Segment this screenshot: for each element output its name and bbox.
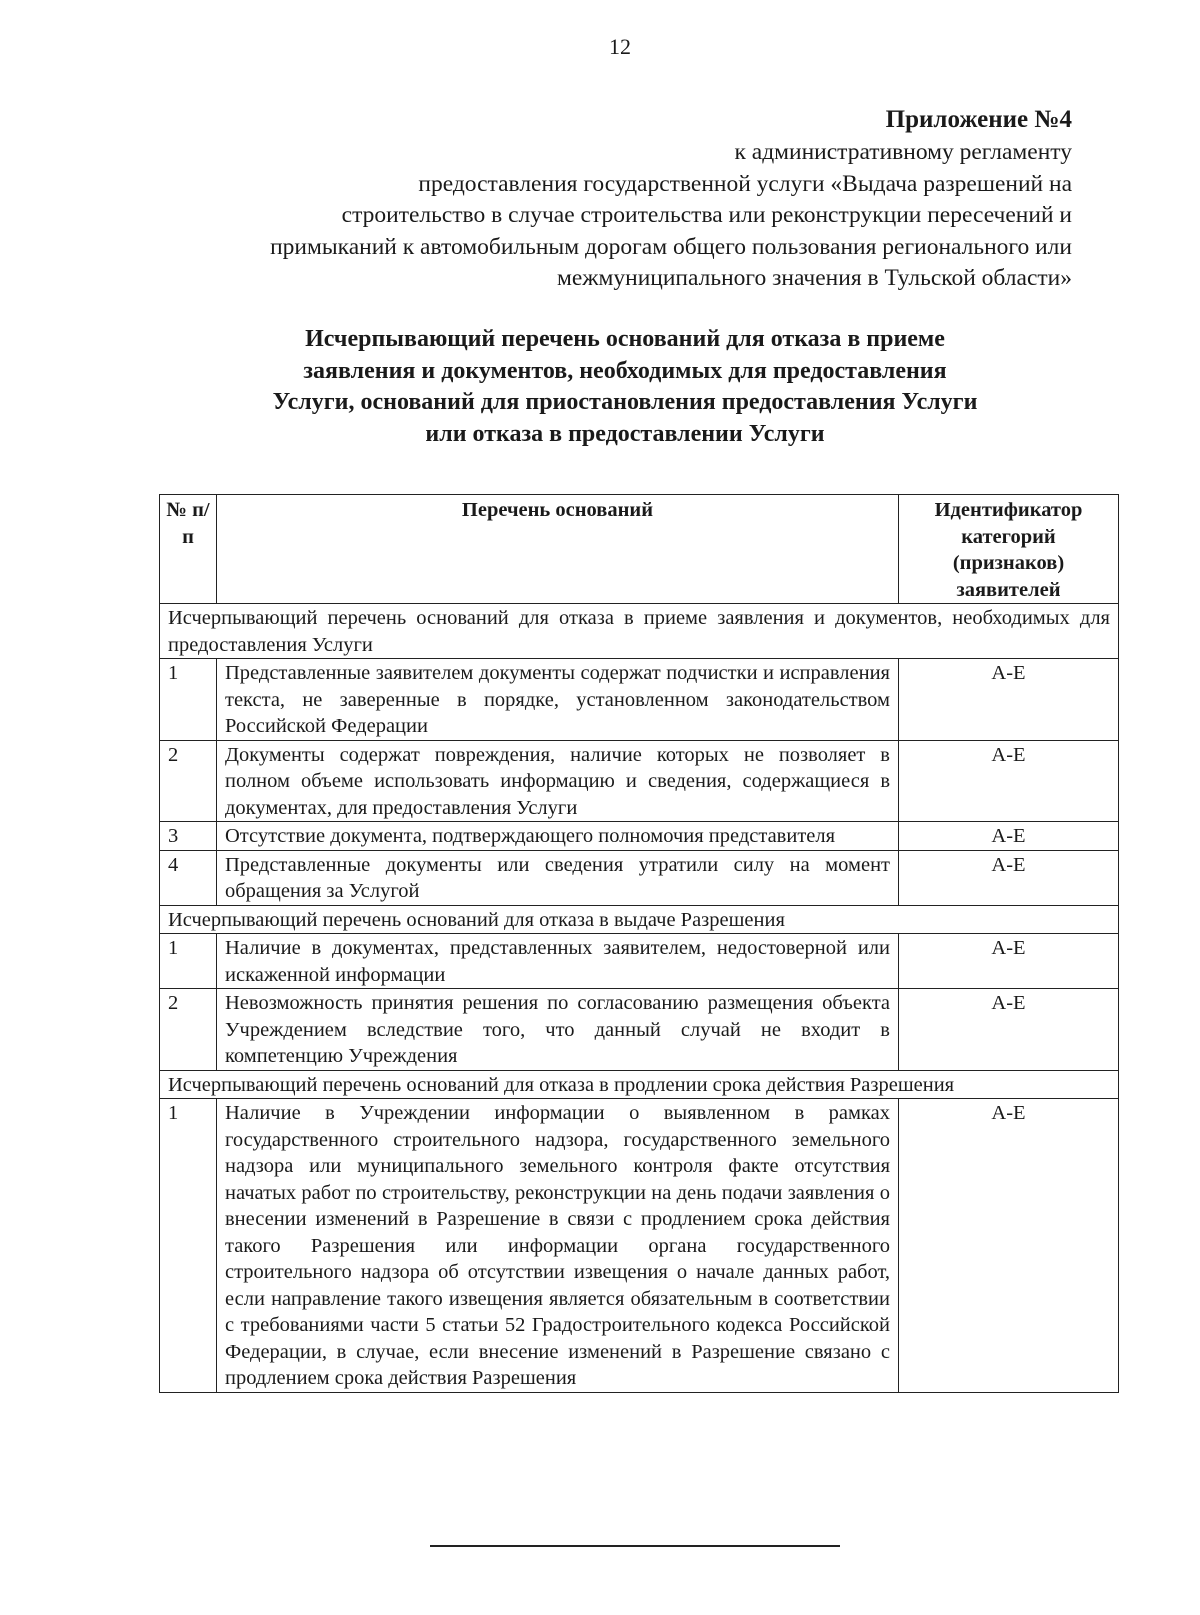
section-title: Исчерпывающий перечень оснований для отказа в продлении срока действия Разрешения	[160, 1070, 1119, 1099]
row-num: 3	[160, 822, 217, 851]
appendix-title: Приложение №4	[885, 106, 1072, 133]
bottom-divider	[430, 1545, 840, 1547]
appendix-line: строительство в случае строительства или реконструкции пересечений и	[341, 202, 1072, 229]
heading-line: Услуги, оснований для приостановления предоставления Услуги	[272, 389, 978, 415]
appendix-line: примыканий к автомобильным дорогам общего пользования регионального или	[270, 233, 1072, 260]
row-text: Наличие в Учреждении информации о выявленном в рамках государственного строительного надзора, государственного земельного надзора или муниципального земельного контроля факте отсутствия начатых работ по строительству, реконструкции на день подачи заявления о внесении изменений в Разрешение в связи с продлением срока действия такого Разрешения или информации органа государственного строительного надзора об отсутствии извещения о начале данных работ, если направление такого извещения является обязательным в соответствии с требованиями части 5 статьи 52 Градостроительного кодекса Российской Федерации, в случае, если внесение изменений в Разрешение связано с продлением срока действия Разрешения	[217, 1099, 899, 1393]
table-row	[160, 850, 1119, 905]
row-num: 4	[160, 850, 217, 905]
row-category: А-Е	[899, 822, 1119, 851]
row-category: А-Е	[899, 659, 1119, 741]
table-row	[160, 659, 1119, 741]
row-num: 2	[160, 740, 217, 822]
table-row	[160, 989, 1119, 1071]
row-text: Невозможность принятия решения по согласованию размещения объекта Учреждением вследствие того, что данный случай не входит в компетенцию Учреждения	[217, 989, 899, 1071]
table-row	[160, 934, 1119, 989]
grounds-table	[159, 494, 1119, 1393]
row-category: А-Е	[899, 740, 1119, 822]
table-header-row	[160, 495, 1119, 604]
row-text: Представленные документы или сведения утратили силу на момент обращения за Услугой	[217, 850, 899, 905]
page-number: 12	[609, 34, 631, 59]
heading-line: заявления и документов, необходимых для предоставления	[303, 357, 947, 384]
row-num: 2	[160, 989, 217, 1071]
row-text: Наличие в документах, представленных заявителем, недостоверной или искаженной информации	[217, 934, 899, 989]
appendix-line: межмуниципального значения в Тульской области»	[556, 265, 1072, 292]
appendix-line: предоставления государственной услуги «Выдача разрешений на	[418, 170, 1072, 197]
section-title: Исчерпывающий перечень оснований для отказа в приеме заявления и документов, необходимых для предоставления Услуги	[160, 604, 1119, 659]
row-category: А-Е	[899, 989, 1119, 1071]
row-text: Представленные заявителем документы содержат подчистки и исправления текста, не заверенные в порядке, установленном законодательством Российской Федерации	[217, 659, 899, 741]
heading-line: Исчерпывающий перечень оснований для отказа в приеме	[305, 326, 945, 352]
header-category: Идентификатор категорий (признаков) заявителей	[899, 495, 1119, 604]
heading-line: или отказа в предоставлении Услуги	[425, 420, 825, 447]
row-num: 1	[160, 659, 217, 741]
row-category: А-Е	[899, 850, 1119, 905]
header-num: № п/п	[160, 495, 217, 604]
row-text: Документы содержат повреждения, наличие которых не позволяет в полном объеме использовать информацию и сведения, содержащиеся в документах, для предоставления Услуги	[217, 740, 899, 822]
section-title: Исчерпывающий перечень оснований для отказа в выдаче Разрешения	[160, 905, 1119, 934]
section-row	[160, 604, 1119, 659]
row-category: А-Е	[899, 934, 1119, 989]
header-grounds: Перечень оснований	[217, 495, 899, 604]
table-row	[160, 1099, 1119, 1393]
row-num: 1	[160, 934, 217, 989]
table-row	[160, 740, 1119, 822]
row-num: 1	[160, 1099, 217, 1393]
section-row	[160, 1070, 1119, 1099]
document-heading	[210, 324, 1040, 450]
appendix-line: к административному регламенту	[734, 139, 1072, 166]
row-text: Отсутствие документа, подтверждающего полномочия представителя	[217, 822, 899, 851]
table-row	[160, 822, 1119, 851]
appendix-block	[92, 104, 1072, 294]
row-category: А-Е	[899, 1099, 1119, 1393]
section-row	[160, 905, 1119, 934]
